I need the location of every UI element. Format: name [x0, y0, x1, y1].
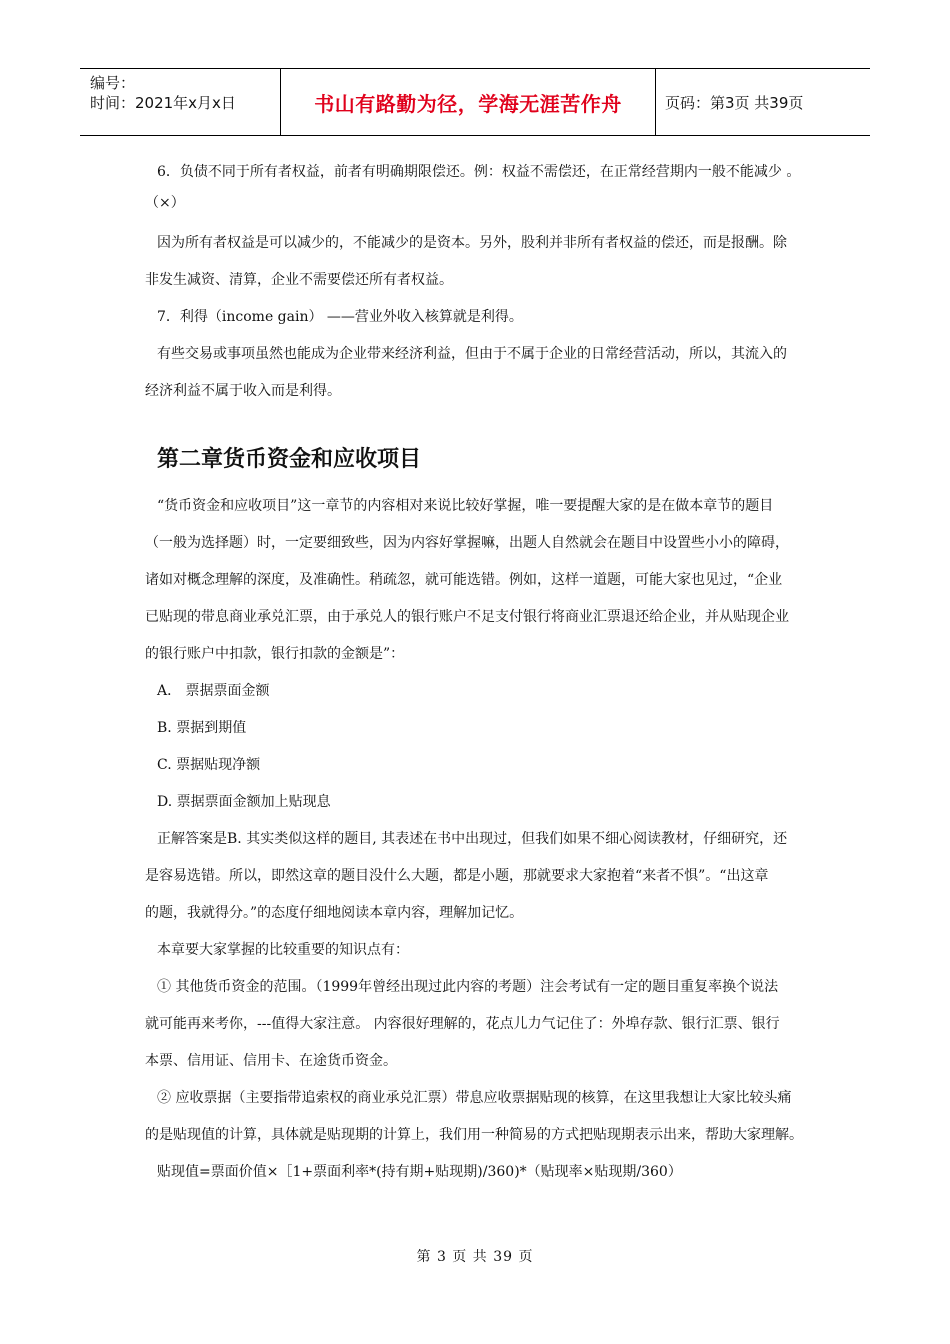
paragraph-line: 有些交易或事项虽然也能成为企业带来经济利益，但由于不属于企业的日常经营活动，所以，其流入的: [157, 346, 787, 362]
header-motto-cell: [280, 69, 656, 135]
paragraph-line: 非发生减资、清算，企业不需要偿还所有者权益。: [145, 272, 453, 288]
paragraph-line: 的是贴现值的计算，具体就是贴现期的计算上，我们用一种简易的方式把贴现期表示出来，帮助大家理解。: [145, 1127, 803, 1143]
paragraph-line: 诸如对概念理解的深度，及准确性。稍疏忽，就可能选错。例如，这样一道题，可能大家也见过，“企业: [145, 572, 783, 588]
paragraph-line: ② 应收票据（主要指带追索权的商业承兑汇票）带息应收票据贴现的核算，在这里我想让大家比较头痛: [157, 1090, 792, 1106]
motto-text: 书山有路勤为径，学海无涯苦作舟: [314, 91, 622, 116]
document-number-label: 编号：: [90, 74, 136, 92]
answer-option-c: C. 票据贴现净额: [157, 757, 261, 773]
paragraph-line: 的银行账户中扣款，银行扣款的金额是”：: [145, 646, 405, 662]
document-date-label: 时间：2021年x月x日: [90, 94, 236, 112]
paragraph-line: （一般为选择题）时，一定要细致些，因为内容好掌握嘛，出题人自然就会在题目中设置些小小的障碍，: [145, 535, 789, 551]
paragraph-line: 本章要大家掌握的比较重要的知识点有：: [157, 942, 409, 958]
page-number-label: 页码：第3页 共39页: [665, 93, 804, 112]
answer-option-b: B. 票据到期值: [157, 720, 247, 736]
paragraph-line: 就可能再来考你，---值得大家注意。 内容很好理解的，花点儿力气记住了：外埠存款、银行汇票、银行: [145, 1016, 780, 1032]
paragraph-line: 本票、信用证、信用卡、在途货币资金。: [145, 1053, 397, 1069]
document-body: [145, 154, 810, 410]
formula-line: 贴现值=票面价值×［1+票面利率*(持有期+贴现期)/360)*（贴现率×贴现期/360）: [157, 1164, 682, 1180]
chapter-title: 第二章货币资金和应收项目: [157, 447, 422, 472]
paragraph-line: “货币资金和应收项目”这一章节的内容相对来说比较好掌握，唯一要提醒大家的是在做本章节的题目: [157, 498, 774, 514]
header-page-cell: [655, 69, 870, 135]
paragraph-line: 经济利益不属于收入而是利得。: [145, 383, 341, 399]
document-header: [80, 68, 870, 136]
page-footer: 第 3 页 共 39 页: [416, 1249, 534, 1265]
answer-option-d: D. 票据票面金额加上贴现息: [157, 794, 331, 810]
paragraph-line: 已贴现的带息商业承兑汇票，由于承兑人的银行账户不足支付银行将商业汇票退还给企业，并从贴现企业: [145, 609, 789, 625]
paragraph-line: 因为所有者权益是可以减少的，不能减少的是资本。另外，股利并非所有者权益的偿还，而是报酬。除: [157, 235, 787, 251]
paragraph-line: ① 其他货币资金的范围。（1999年曾经出现过此内容的考题）注会考试有一定的题目重复率换个说法: [157, 979, 779, 995]
chapter-body: [145, 488, 810, 1191]
paragraph-line: 7．利得（income gain） ——营业外收入核算就是利得。: [157, 309, 523, 325]
paragraph-line: 正解答案是B. 其实类似这样的题目, 其表述在书中出现过，但我们如果不细心阅读教材，仔细研究，还: [157, 831, 788, 847]
paragraph-line: 的题，我就得分。”的态度仔细地阅读本章内容，理解加记忆。: [145, 905, 524, 921]
paragraph-line: 6．负债不同于所有者权益，前者有明确期限偿还。例：权益不需偿还，在正常经营期内一般不能减少 。: [157, 164, 801, 180]
paragraph-line: （×）: [145, 195, 185, 211]
header-meta: [80, 69, 280, 135]
answer-option-a: A． 票据票面金额: [157, 683, 270, 699]
paragraph-line: 是容易选错。所以，即然这章的题目没什么大题，都是小题，那就要求大家抱着“来者不惧”。“出这章: [145, 868, 769, 884]
